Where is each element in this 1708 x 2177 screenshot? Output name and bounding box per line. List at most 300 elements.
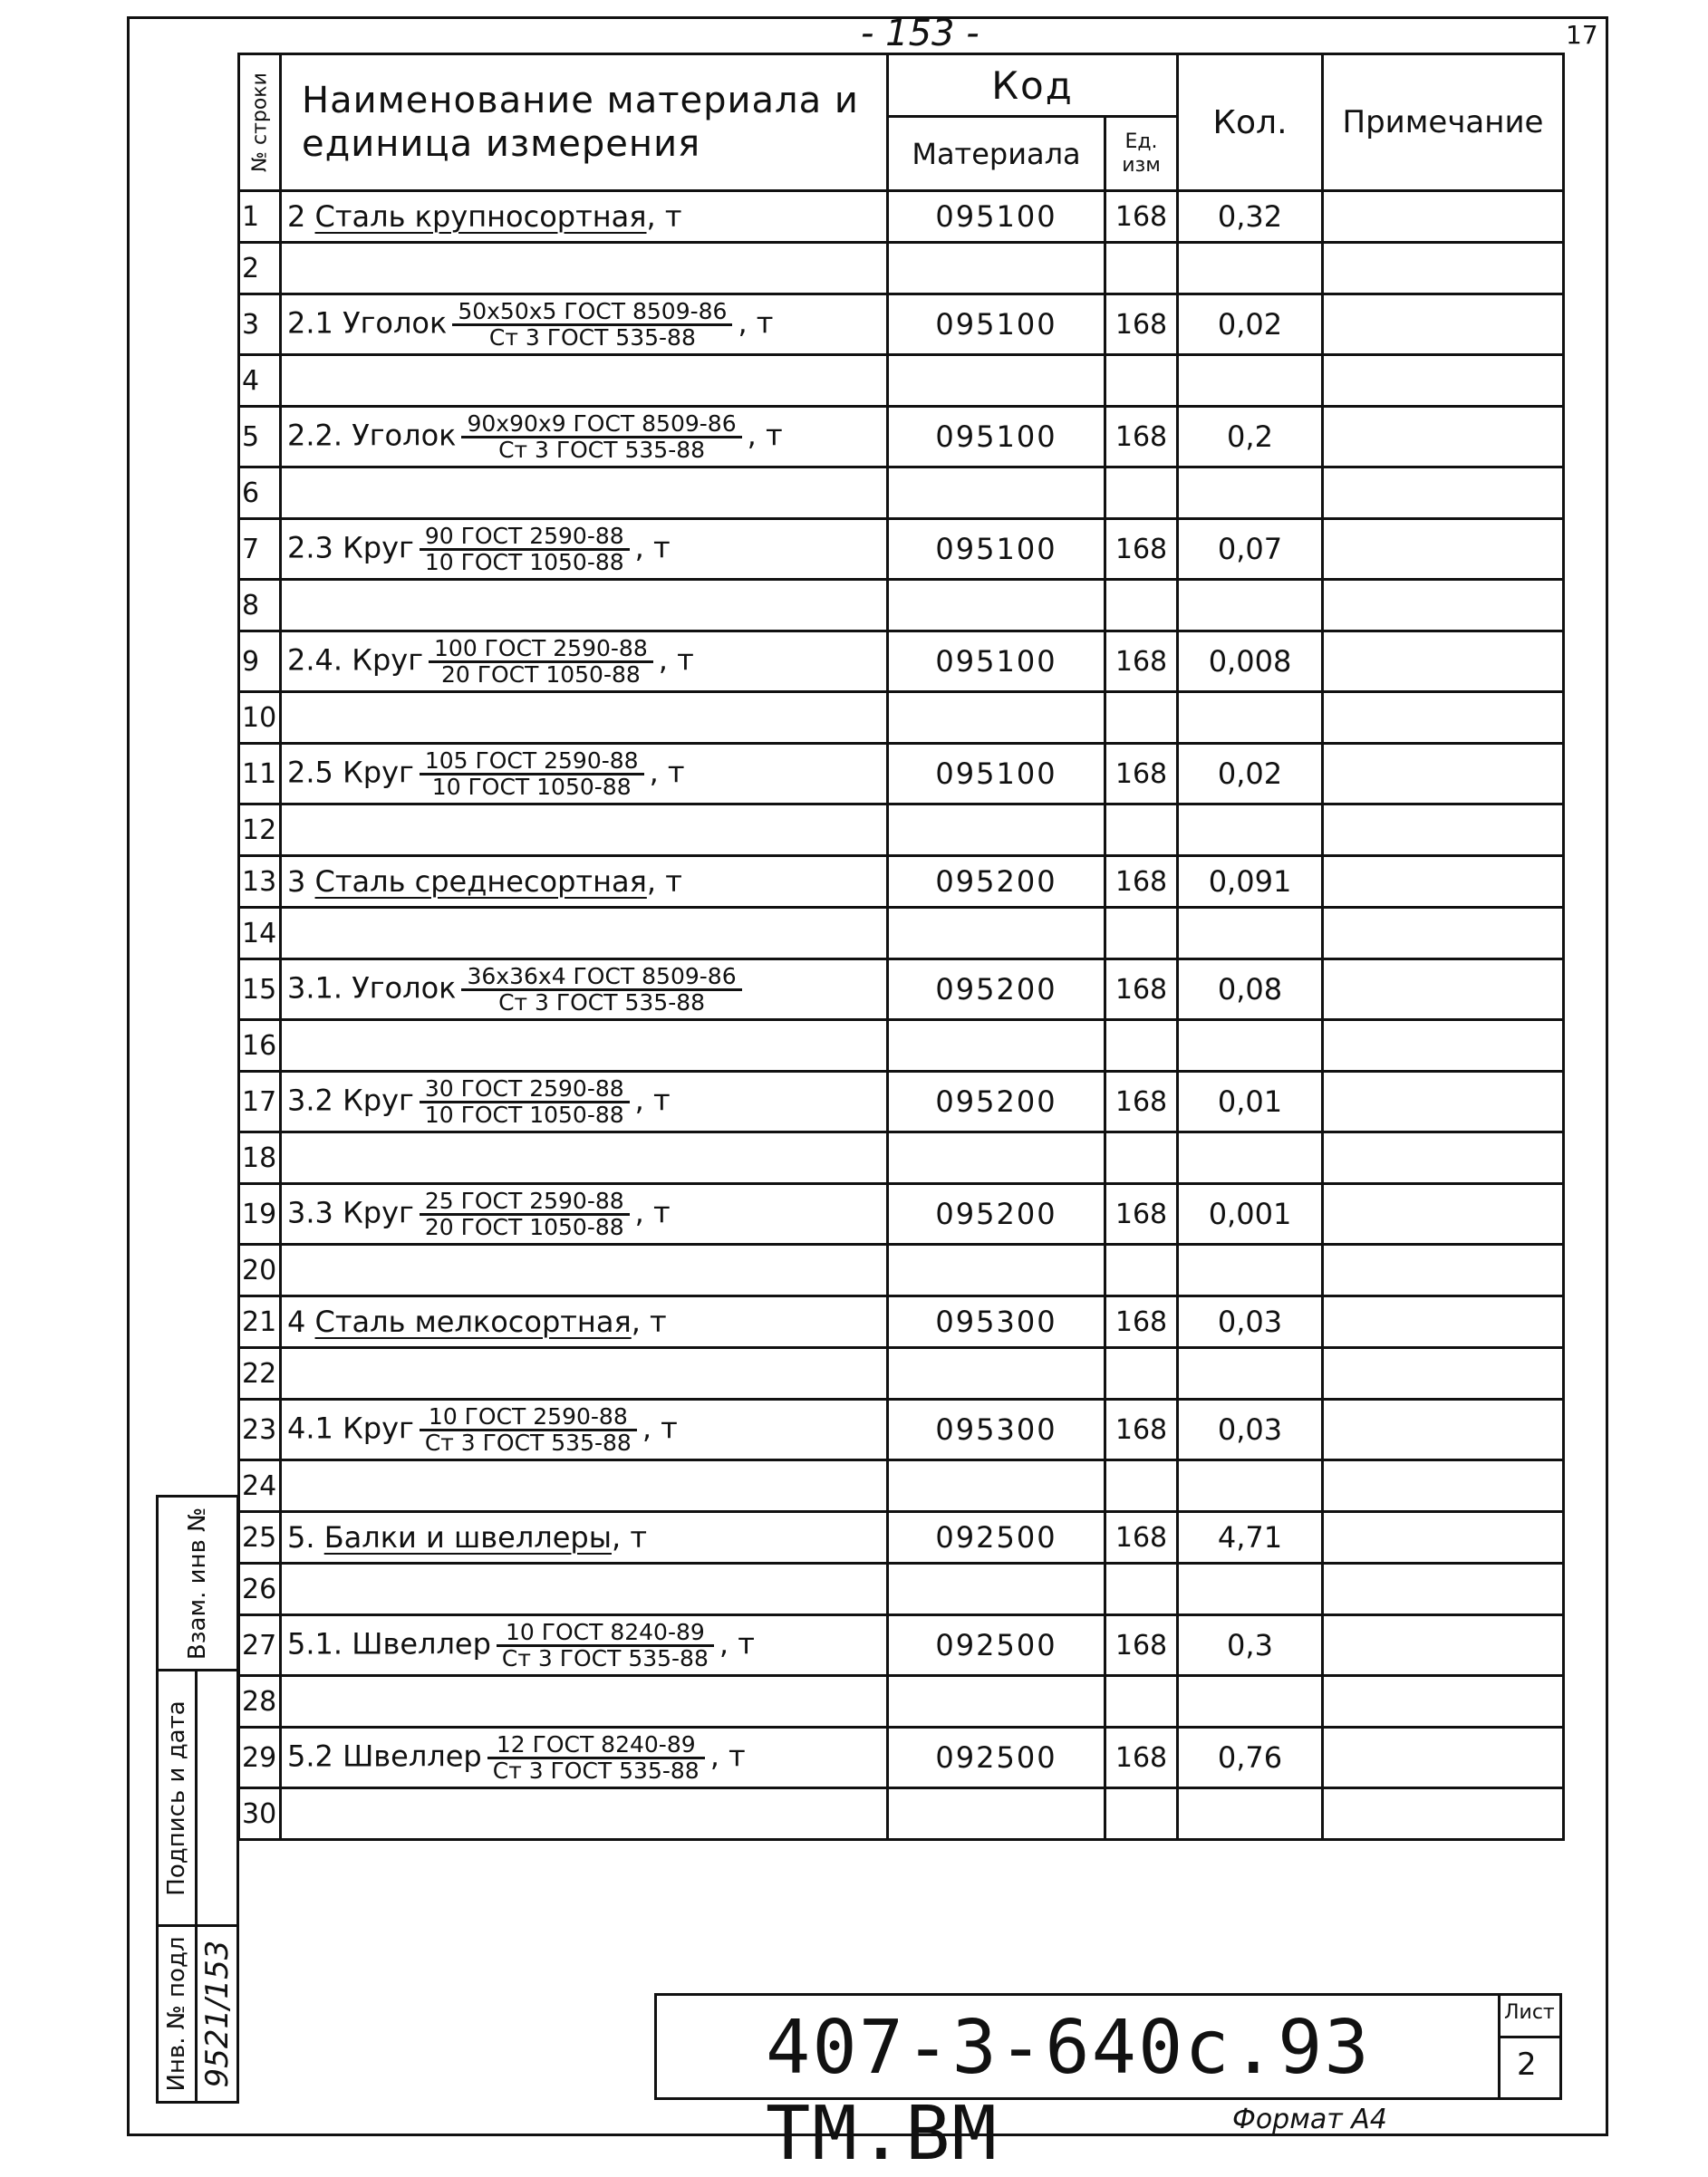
unit-code — [1105, 908, 1178, 959]
table-row — [239, 467, 1564, 519]
quantity: 0,03 — [1178, 1400, 1323, 1460]
unit-code — [1105, 467, 1178, 519]
material-description — [281, 467, 888, 519]
material-code: 095200 — [888, 1184, 1105, 1245]
unit-code — [1105, 1348, 1178, 1400]
material-description — [281, 243, 888, 294]
unit-code: 168 — [1105, 407, 1178, 467]
row-number: 30 — [239, 1788, 281, 1840]
material-name: Балки и швеллеры — [323, 1520, 612, 1555]
unit-code: 168 — [1105, 1728, 1178, 1788]
unit-suffix: , т — [634, 530, 671, 564]
material-spec-fraction — [420, 1187, 630, 1240]
material-spec-fraction — [461, 962, 741, 1016]
material-name: Круг — [343, 1411, 414, 1445]
note-cell — [1323, 1348, 1564, 1400]
row-number: 10 — [239, 692, 281, 744]
note-cell — [1323, 1132, 1564, 1184]
spec-profile: 105 ГОСТ 2590-88 — [420, 749, 644, 775]
note-cell — [1323, 294, 1564, 355]
spec-grade: 10 ГОСТ 1050-88 — [424, 1101, 624, 1128]
quantity — [1178, 1245, 1323, 1296]
unit-code: 168 — [1105, 1184, 1178, 1245]
row-number: 6 — [239, 467, 281, 519]
row-number: 20 — [239, 1245, 281, 1296]
quantity: 0,76 — [1178, 1728, 1323, 1788]
material-description — [281, 856, 888, 908]
quantity: 4,71 — [1178, 1512, 1323, 1564]
material-description — [281, 519, 888, 580]
row-number: 13 — [239, 856, 281, 908]
row-number: 15 — [239, 959, 281, 1020]
spec-grade: Ст 3 ГОСТ 535-88 — [424, 1429, 632, 1456]
item-number: 2 — [287, 199, 306, 234]
table-row — [239, 519, 1564, 580]
quantity — [1178, 580, 1323, 631]
table-row — [239, 191, 1564, 243]
note-cell — [1323, 1512, 1564, 1564]
note-cell — [1323, 191, 1564, 243]
material-description — [281, 959, 888, 1020]
material-code: 095100 — [888, 744, 1105, 804]
item-number: 3.1. — [287, 970, 343, 1005]
material-description — [281, 1072, 888, 1132]
unit-code: 168 — [1105, 1512, 1178, 1564]
item-number: 3.2 — [287, 1083, 333, 1117]
header-note: Примечание — [1323, 54, 1564, 191]
table-row — [239, 1728, 1564, 1788]
item-number: 3 — [287, 864, 306, 899]
note-cell — [1323, 1296, 1564, 1348]
material-code: 092500 — [888, 1728, 1105, 1788]
table-row — [239, 1460, 1564, 1512]
spec-profile: 90 ГОСТ 2590-88 — [420, 525, 630, 551]
material-spec-fraction — [420, 749, 644, 799]
unit-suffix: , т — [646, 199, 682, 234]
row-number: 16 — [239, 1020, 281, 1072]
row-number: 8 — [239, 580, 281, 631]
quantity — [1178, 243, 1323, 294]
quantity: 0,08 — [1178, 959, 1323, 1020]
unit-code: 168 — [1105, 519, 1178, 580]
unit-suffix: , т — [634, 1195, 671, 1229]
table-row — [239, 355, 1564, 407]
material-code: 095100 — [888, 294, 1105, 355]
quantity: 0,3 — [1178, 1615, 1323, 1676]
stamp-sign-date-field — [195, 1669, 239, 1927]
material-code: 092500 — [888, 1615, 1105, 1676]
row-number: 5 — [239, 407, 281, 467]
row-number: 7 — [239, 519, 281, 580]
material-description — [281, 294, 888, 355]
note-cell — [1323, 1788, 1564, 1840]
spec-profile: 100 ГОСТ 2590-88 — [429, 637, 653, 663]
row-number: 23 — [239, 1400, 281, 1460]
quantity: 0,01 — [1178, 1072, 1323, 1132]
note-cell — [1323, 407, 1564, 467]
unit-code — [1105, 1245, 1178, 1296]
material-description — [281, 908, 888, 959]
unit-code — [1105, 355, 1178, 407]
row-number: 17 — [239, 1072, 281, 1132]
unit-code: 168 — [1105, 1400, 1178, 1460]
stamp-sign-date-label: Подпись и дата — [163, 1700, 190, 1896]
quantity: 0,32 — [1178, 191, 1323, 243]
note-cell — [1323, 467, 1564, 519]
material-spec-fraction — [461, 409, 741, 463]
material-name: Сталь крупносортная — [314, 199, 647, 234]
header-row-number: № строки — [239, 54, 281, 191]
unit-suffix: , т — [649, 755, 685, 789]
spec-grade: 10 ГОСТ 1050-88 — [431, 773, 632, 800]
material-code — [888, 1564, 1105, 1615]
unit-code — [1105, 243, 1178, 294]
material-code — [888, 243, 1105, 294]
item-number: 2.3 — [287, 530, 333, 564]
table-row — [239, 1348, 1564, 1400]
table-row — [239, 744, 1564, 804]
row-number: 3 — [239, 294, 281, 355]
item-number: 3.3 — [287, 1195, 333, 1229]
table-row — [239, 804, 1564, 856]
material-code: 095300 — [888, 1296, 1105, 1348]
material-code — [888, 908, 1105, 959]
spec-profile: 36x36x4 ГОСТ 8509-86 — [461, 965, 741, 991]
unit-code — [1105, 1460, 1178, 1512]
unit-code: 168 — [1105, 294, 1178, 355]
note-cell — [1323, 744, 1564, 804]
sheet-label: Лист — [1504, 2001, 1555, 2024]
material-code — [888, 1132, 1105, 1184]
spec-profile: 90x90x9 ГОСТ 8509-86 — [461, 412, 741, 438]
material-code: 095200 — [888, 856, 1105, 908]
row-number: 11 — [239, 744, 281, 804]
sheet-number: 2 — [1517, 2047, 1537, 2083]
unit-code: 168 — [1105, 1072, 1178, 1132]
item-number: 5.2 — [287, 1739, 333, 1773]
quantity: 0,001 — [1178, 1184, 1323, 1245]
row-number: 27 — [239, 1615, 281, 1676]
spec-profile: 10 ГОСТ 2590-88 — [420, 1405, 637, 1431]
table-row — [239, 631, 1564, 692]
table-row — [239, 1184, 1564, 1245]
table-row — [239, 1676, 1564, 1728]
material-spec-fraction — [420, 522, 630, 575]
quantity: 0,2 — [1178, 407, 1323, 467]
item-number: 2.2. — [287, 418, 343, 452]
material-spec-fraction — [420, 1402, 637, 1456]
unit-code: 168 — [1105, 1615, 1178, 1676]
material-description — [281, 580, 888, 631]
material-code — [888, 1348, 1105, 1400]
unit-suffix: , т — [709, 1739, 746, 1773]
table-row — [239, 1400, 1564, 1460]
material-name: Уголок — [352, 970, 457, 1005]
material-name: Швеллер — [352, 1626, 491, 1661]
spec-profile: 30 ГОСТ 2590-88 — [420, 1077, 630, 1103]
stamp-inv-orig-field — [195, 1924, 239, 2104]
material-description — [281, 1348, 888, 1400]
header-code-unit: Ед. изм — [1105, 117, 1178, 191]
quantity: 0,008 — [1178, 631, 1323, 692]
material-name: Сталь мелкосортная — [314, 1305, 632, 1339]
unit-code: 168 — [1105, 959, 1178, 1020]
row-number: 1 — [239, 191, 281, 243]
row-number: 21 — [239, 1296, 281, 1348]
material-spec-fraction — [452, 297, 732, 351]
header-quantity: Кол. — [1178, 54, 1323, 191]
material-name: Круг — [343, 1083, 414, 1117]
unit-suffix: , т — [738, 305, 774, 340]
item-number: 2.1 — [287, 305, 333, 340]
quantity — [1178, 1788, 1323, 1840]
note-cell — [1323, 856, 1564, 908]
note-cell — [1323, 959, 1564, 1020]
material-description — [281, 692, 888, 744]
table-row — [239, 959, 1564, 1020]
sheet-box — [1498, 1996, 1559, 2097]
table-row — [239, 1132, 1564, 1184]
material-description — [281, 191, 888, 243]
table-row — [239, 1072, 1564, 1132]
stamp-inv-orig — [156, 1924, 198, 2104]
unit-code: 168 — [1105, 744, 1178, 804]
material-code: 095100 — [888, 191, 1105, 243]
table-row — [239, 1020, 1564, 1072]
table-row — [239, 856, 1564, 908]
row-number: 24 — [239, 1460, 281, 1512]
quantity — [1178, 355, 1323, 407]
row-number: 4 — [239, 355, 281, 407]
material-code — [888, 467, 1105, 519]
material-code — [888, 580, 1105, 631]
materials-table — [237, 53, 1565, 1841]
quantity — [1178, 692, 1323, 744]
note-cell — [1323, 908, 1564, 959]
quantity — [1178, 1460, 1323, 1512]
quantity — [1178, 1020, 1323, 1072]
material-description — [281, 1615, 888, 1676]
unit-suffix: , т — [747, 418, 783, 452]
material-code: 095200 — [888, 959, 1105, 1020]
material-code: 095100 — [888, 519, 1105, 580]
item-number: 4 — [287, 1305, 306, 1339]
unit-suffix: , т — [634, 1083, 671, 1117]
material-code — [888, 355, 1105, 407]
spec-grade: Ст 3 ГОСТ 535-88 — [492, 1757, 700, 1784]
note-cell — [1323, 1400, 1564, 1460]
material-code — [888, 692, 1105, 744]
table-row — [239, 1615, 1564, 1676]
document-designation: 407-3-640с.93 ТМ.ВМ — [766, 2005, 1371, 2177]
spec-profile: 50x50x5 ГОСТ 8509-86 — [452, 300, 732, 326]
item-number: 4.1 — [287, 1411, 333, 1445]
material-spec-fraction — [497, 1618, 714, 1671]
row-number: 9 — [239, 631, 281, 692]
material-code: 095100 — [888, 631, 1105, 692]
material-name: Круг — [343, 530, 414, 564]
unit-code — [1105, 580, 1178, 631]
item-number: 5.1. — [287, 1626, 343, 1661]
header-code: Код — [888, 54, 1178, 117]
table-row — [239, 407, 1564, 467]
quantity: 0,02 — [1178, 744, 1323, 804]
item-number: 5. — [287, 1520, 315, 1555]
material-description — [281, 355, 888, 407]
table-row — [239, 1788, 1564, 1840]
note-cell — [1323, 631, 1564, 692]
material-name: Сталь среднесортная — [314, 864, 647, 899]
note-cell — [1323, 1676, 1564, 1728]
note-cell — [1323, 1184, 1564, 1245]
sheet-divider — [1501, 2036, 1559, 2038]
unit-code: 168 — [1105, 191, 1178, 243]
unit-code — [1105, 692, 1178, 744]
spec-profile: 12 ГОСТ 8240-89 — [487, 1733, 705, 1759]
table-row — [239, 294, 1564, 355]
note-cell — [1323, 1072, 1564, 1132]
table-row — [239, 1564, 1564, 1615]
material-description — [281, 1512, 888, 1564]
note-cell — [1323, 243, 1564, 294]
stamp-sign-date — [156, 1669, 198, 1927]
material-name: Круг — [343, 1195, 414, 1229]
unit-code — [1105, 804, 1178, 856]
quantity — [1178, 1564, 1323, 1615]
quantity — [1178, 1348, 1323, 1400]
spec-grade: Ст 3 ГОСТ 535-88 — [488, 323, 696, 351]
corner-number: 17 — [1566, 20, 1598, 50]
unit-suffix: , т — [611, 1520, 647, 1555]
material-code: 092500 — [888, 1512, 1105, 1564]
unit-suffix: , т — [631, 1305, 667, 1339]
spec-grade: Ст 3 ГОСТ 535-88 — [498, 436, 706, 463]
row-number: 26 — [239, 1564, 281, 1615]
note-cell — [1323, 355, 1564, 407]
material-code: 095200 — [888, 1072, 1105, 1132]
note-cell — [1323, 1728, 1564, 1788]
row-number: 29 — [239, 1728, 281, 1788]
table-row — [239, 692, 1564, 744]
material-code — [888, 1245, 1105, 1296]
quantity: 0,02 — [1178, 294, 1323, 355]
material-description — [281, 1132, 888, 1184]
material-code — [888, 804, 1105, 856]
material-name: Швеллер — [343, 1739, 482, 1773]
material-description — [281, 1400, 888, 1460]
paper-format: Формат А4 — [1232, 2104, 1387, 2135]
unit-suffix: , т — [646, 864, 682, 899]
material-name: Круг — [352, 642, 424, 677]
row-number: 18 — [239, 1132, 281, 1184]
spec-grade: Ст 3 ГОСТ 535-88 — [498, 988, 706, 1016]
spec-grade: Ст 3 ГОСТ 535-88 — [501, 1644, 709, 1671]
material-description — [281, 804, 888, 856]
row-number: 22 — [239, 1348, 281, 1400]
material-description — [281, 1728, 888, 1788]
quantity — [1178, 1676, 1323, 1728]
material-code — [888, 1788, 1105, 1840]
stamp-replace-inv — [156, 1495, 239, 1671]
table-row — [239, 1512, 1564, 1564]
row-number: 25 — [239, 1512, 281, 1564]
unit-code: 168 — [1105, 1296, 1178, 1348]
header-material-name: Наименование материала и единица измерения — [281, 54, 888, 191]
material-description — [281, 1296, 888, 1348]
page-number: - 153 - — [861, 13, 979, 54]
material-description — [281, 1020, 888, 1072]
unit-suffix: , т — [642, 1411, 678, 1445]
row-number: 19 — [239, 1184, 281, 1245]
spec-grade: 10 ГОСТ 1050-88 — [424, 548, 624, 575]
unit-code — [1105, 1564, 1178, 1615]
material-name: Уголок — [343, 305, 448, 340]
quantity — [1178, 467, 1323, 519]
note-cell — [1323, 519, 1564, 580]
spec-grade: 20 ГОСТ 1050-88 — [424, 1213, 624, 1240]
material-name: Уголок — [352, 418, 457, 452]
note-cell — [1323, 692, 1564, 744]
table-row — [239, 908, 1564, 959]
quantity — [1178, 1132, 1323, 1184]
table-row — [239, 1245, 1564, 1296]
row-number: 2 — [239, 243, 281, 294]
table-row — [239, 580, 1564, 631]
quantity — [1178, 804, 1323, 856]
item-number: 2.5 — [287, 755, 333, 789]
unit-code — [1105, 1020, 1178, 1072]
note-cell — [1323, 1615, 1564, 1676]
row-number: 12 — [239, 804, 281, 856]
note-cell — [1323, 1460, 1564, 1512]
spec-profile: 25 ГОСТ 2590-88 — [420, 1190, 630, 1216]
note-cell — [1323, 1564, 1564, 1615]
material-description — [281, 1245, 888, 1296]
material-description — [281, 1676, 888, 1728]
material-code — [888, 1460, 1105, 1512]
unit-suffix: , т — [719, 1626, 755, 1661]
spec-profile: 10 ГОСТ 8240-89 — [497, 1621, 714, 1647]
material-description — [281, 1184, 888, 1245]
material-spec-fraction — [420, 1074, 630, 1128]
quantity: 0,07 — [1178, 519, 1323, 580]
unit-code — [1105, 1676, 1178, 1728]
quantity: 0,03 — [1178, 1296, 1323, 1348]
header-code-material: Материала — [888, 117, 1105, 191]
quantity — [1178, 908, 1323, 959]
note-cell — [1323, 1245, 1564, 1296]
material-name: Круг — [343, 755, 414, 789]
material-description — [281, 1460, 888, 1512]
material-code: 095100 — [888, 407, 1105, 467]
material-description — [281, 631, 888, 692]
material-code: 095300 — [888, 1400, 1105, 1460]
material-description — [281, 1788, 888, 1840]
note-cell — [1323, 804, 1564, 856]
material-description — [281, 744, 888, 804]
unit-code: 168 — [1105, 856, 1178, 908]
material-spec-fraction — [487, 1730, 705, 1784]
row-number: 14 — [239, 908, 281, 959]
material-description — [281, 1564, 888, 1615]
material-description — [281, 407, 888, 467]
stamp-replace-inv-label: Взам. инв № — [184, 1507, 211, 1660]
stamp-inv-orig-value: 9521/153 — [198, 1940, 236, 2088]
unit-code — [1105, 1788, 1178, 1840]
row-number: 28 — [239, 1676, 281, 1728]
unit-code: 168 — [1105, 631, 1178, 692]
spec-grade: 20 ГОСТ 1050-88 — [440, 660, 641, 688]
